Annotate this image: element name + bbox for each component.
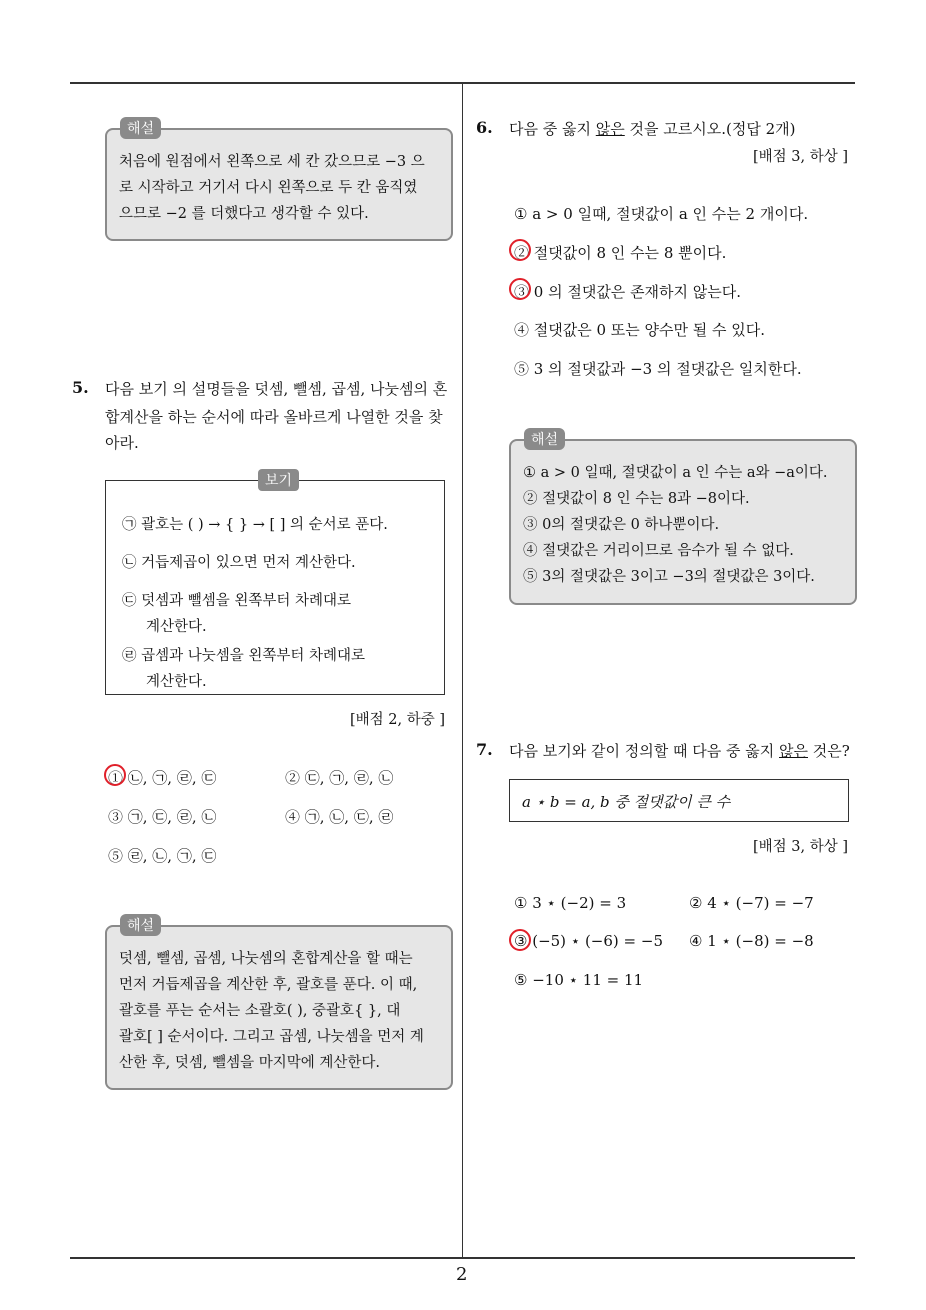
- question-text-part: 다음 중 옳지: [509, 120, 596, 138]
- option-2[interactable]: ② 4 ⋆ (−7) = −7: [689, 894, 814, 912]
- score-q7: [배점 3, 하상 ]: [753, 839, 849, 855]
- bogi-item-4: ㉣ 곱셈과 나눗셈을 왼쪽부터 차례대로: [122, 648, 366, 664]
- solution-tag: 해설: [524, 428, 565, 450]
- option-5[interactable]: ⑤ −10 ⋆ 11 = 11: [514, 971, 644, 989]
- solution-line: 먼저 거듭제곱을 계산한 후, 괄호를 푼다. 이 때,: [119, 977, 418, 993]
- bottom-rule: [70, 1257, 855, 1259]
- option-3[interactable]: ③ ㉠, ㉢, ㉣, ㉡: [108, 808, 217, 826]
- solution-tag: 해설: [120, 914, 161, 936]
- solution-box-q6: [509, 439, 857, 605]
- option-3[interactable]: ③ 0 의 절댓값은 존재하지 않는다.: [514, 283, 742, 301]
- bogi-item-3: ㉢ 덧셈과 뺄셈을 왼쪽부터 차례대로: [122, 593, 352, 609]
- score-q5: [배점 2, 하중 ]: [350, 712, 446, 728]
- bogi-item-4-cont: 계산한다.: [146, 674, 207, 690]
- option-4[interactable]: ④ 절댓값은 0 또는 양수만 될 수 있다.: [514, 321, 766, 339]
- page-number: 2: [456, 1264, 468, 1285]
- answer-mark-circle: [509, 278, 531, 300]
- question-text-part: 것은?: [807, 742, 850, 760]
- answer-mark-circle: [104, 764, 126, 786]
- option-2[interactable]: ② ㉢, ㉠, ㉣, ㉡: [285, 769, 394, 787]
- bogi-item-1: ㉠ 괄호는 ( ) → { } → [ ] 의 순서로 푼다.: [122, 517, 388, 533]
- question-text-line: 합계산을 하는 순서에 따라 올바르게 나열한 것을 찾: [105, 408, 443, 426]
- bogi-item-2: ㉡ 거듭제곱이 있으면 먼저 계산한다.: [122, 555, 356, 571]
- solution-line: 산한 후, 덧셈, 뺄셈을 마지막에 계산한다.: [119, 1055, 380, 1071]
- definition-box: [509, 779, 849, 822]
- question-text-underline: 않은: [779, 742, 808, 760]
- solution-line: 처음에 원점에서 왼쪽으로 세 칸 갔으므로 −3 으: [119, 154, 425, 170]
- option-5[interactable]: ⑤ 3 의 절댓값과 −3 의 절댓값은 일치한다.: [514, 360, 802, 378]
- solution-line: 괄호를 푸는 순서는 소괄호( ), 중괄호{ }, 대: [119, 1003, 401, 1019]
- solution-line: ④ 절댓값은 거리이므로 음수가 될 수 없다.: [523, 543, 794, 559]
- bogi-tag: 보기: [258, 469, 299, 491]
- bogi-box: [105, 480, 445, 695]
- question-text-underline: 않은: [595, 120, 625, 138]
- question-number-6: 6.: [476, 118, 493, 137]
- question-number-5: 5.: [72, 378, 89, 397]
- definition-text: a ⋆ b = a, b 중 절댓값이 큰 수: [522, 793, 731, 811]
- solution-box-q5: [105, 925, 453, 1090]
- option-1[interactable]: ① 3 ⋆ (−2) = 3: [514, 894, 627, 912]
- solution-box-prev: [105, 128, 453, 241]
- question-text-part: 것을 고르시오.(정답 2개): [624, 120, 796, 138]
- option-4[interactable]: ④ ㉠, ㉡, ㉢, ㉣: [285, 808, 394, 826]
- score-q6: [배점 3, 하상 ]: [753, 149, 849, 165]
- solution-line: 괄호[ ] 순서이다. 그리고 곱셈, 나눗셈을 먼저 계: [119, 1029, 424, 1045]
- question-text-7: [509, 740, 850, 761]
- option-2[interactable]: ② 절댓값이 8 인 수는 8 뿐이다.: [514, 244, 727, 262]
- solution-line: ③ 0의 절댓값은 0 하나뿐이다.: [523, 517, 720, 533]
- solution-line: 덧셈, 뺄셈, 곱셈, 나눗셈의 혼합계산을 할 때는: [119, 951, 413, 967]
- answer-mark-circle: [509, 239, 531, 261]
- option-1[interactable]: ① ㉡, ㉠, ㉣, ㉢: [108, 769, 217, 787]
- question-number-7: 7.: [476, 740, 493, 759]
- solution-line: ① a > 0 일때, 절댓값이 a 인 수는 a와 −a이다.: [523, 465, 828, 481]
- question-text-line: 아라.: [105, 434, 139, 452]
- option-3[interactable]: ③ (−5) ⋆ (−6) = −5: [514, 932, 663, 950]
- bogi-item-3-cont: 계산한다.: [146, 619, 207, 635]
- solution-line: ⑤ 3의 절댓값은 3이고 −3의 절댓값은 3이다.: [523, 569, 815, 585]
- question-text-6: [509, 118, 795, 139]
- solution-line: ② 절댓값이 8 인 수는 8과 −8이다.: [523, 491, 750, 507]
- option-1[interactable]: ① a > 0 일때, 절댓값이 a 인 수는 2 개이다.: [514, 205, 809, 223]
- option-5[interactable]: ⑤ ㉣, ㉡, ㉠, ㉢: [108, 847, 217, 865]
- question-text-line: 다음 보기 의 설명들을 덧셈, 뺄셈, 곱셈, 나눗셈의 혼: [105, 380, 448, 398]
- answer-mark-circle: [509, 929, 531, 951]
- solution-tag: 해설: [120, 117, 161, 139]
- solution-line: 로 시작하고 거기서 다시 왼쪽으로 두 칸 움직였: [119, 180, 418, 196]
- solution-line: 으므로 −2 를 더했다고 생각할 수 있다.: [119, 206, 369, 222]
- option-4[interactable]: ④ 1 ⋆ (−8) = −8: [689, 932, 814, 950]
- column-divider: [462, 84, 463, 1258]
- question-text-part: 다음 보기와 같이 정의할 때 다음 중 옳지: [509, 742, 779, 760]
